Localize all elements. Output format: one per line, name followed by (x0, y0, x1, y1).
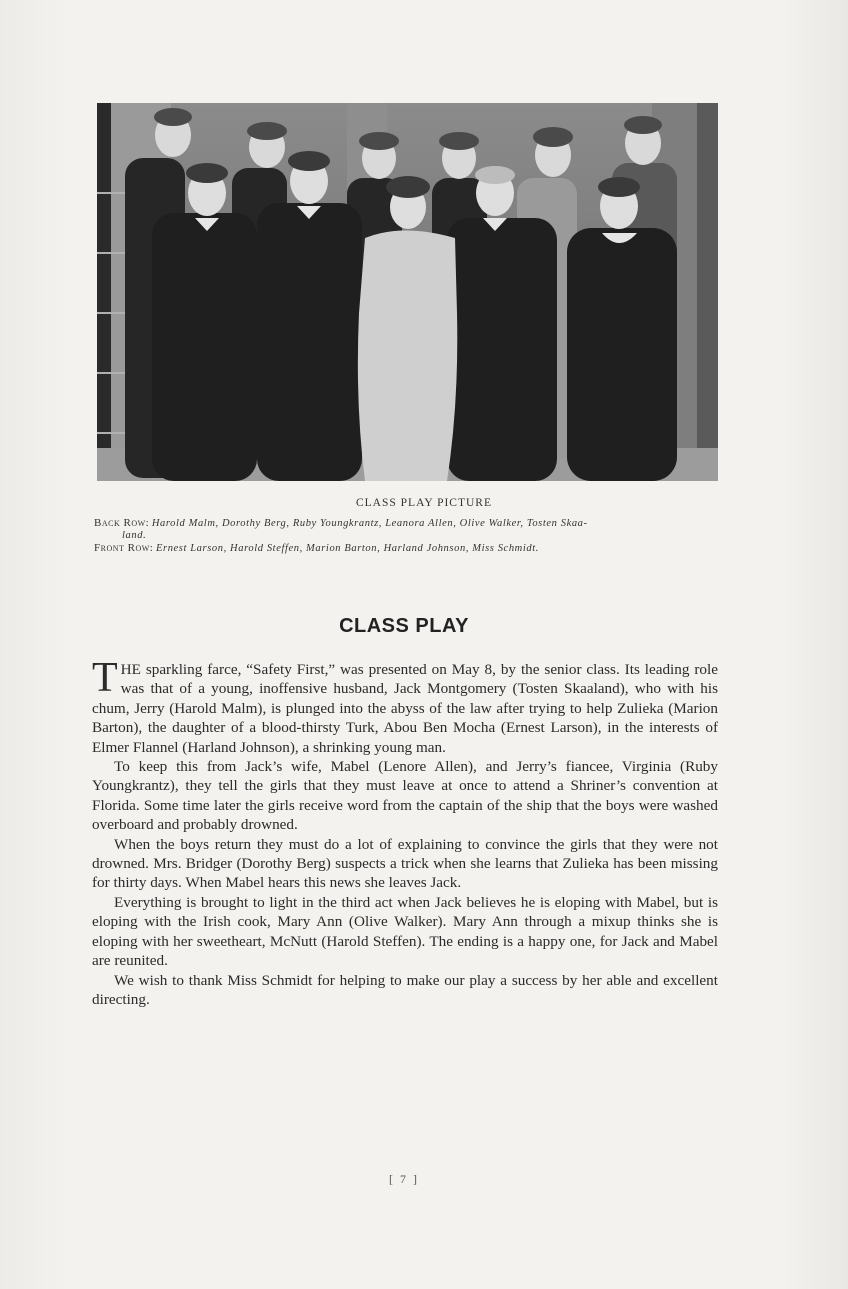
photo-caption-title: CLASS PLAY PICTURE (355, 497, 492, 509)
back-row-names-continued: land. (122, 530, 147, 541)
class-play-photo (97, 103, 718, 481)
front-row-names: Ernest Larson, Harold Steffen, Marion Barton, Harland Johnson, Miss Schmidt. (156, 543, 539, 554)
page-number: [ 7 ] (389, 1172, 419, 1186)
paragraph-2: To keep this from Jack’s wife, Mabel (Lenore Allen), and Jerry’s fiancee, Virginia (Ruby Youngkrantz), they tell the girls that they must leave at once to attend a Shriner’s convention at Florida. Some time later the girls receive word from the captain of the ship that the boys were washed overboard and probably drowned. (92, 758, 718, 834)
paragraph-1-text: HE sparkling farce, “Safety First,” was presented on May 8, by the senior class. Its leading role was that of a young, inoffensive husband, Jack Montgomery (Tosten Skaaland), who with his chum, Jerry (Harold Malm), is plunged into the abyss of the law after trying to help Zulieka (Marion Barton), the daughter of a blood-thirsty Turk, Abou Ben Mocha (Ernest Larson), in the interests of Elmer Flannel (Harland Johnson), a shrinking young man. (92, 661, 718, 756)
front-row-caption (94, 542, 754, 555)
back-row-label: Back Row: (94, 517, 150, 529)
drop-cap: T (92, 655, 118, 701)
paragraph-3: When the boys return they must do a lot of explaining to convince the girls that they were not drowned. Mrs. Bridger (Dorothy Berg) suspects a trick when she learns that Zulieka has been missing for thirty days. When Mabel hears this news she leaves Jack. (92, 835, 718, 892)
back-row-caption-continued (122, 529, 782, 542)
article-title: CLASS PLAY (339, 615, 469, 637)
front-row-label: Front Row: (94, 542, 154, 554)
back-row-names: Harold Malm, Dorothy Berg, Ruby Youngkrantz, Leanora Allen, Olive Walker, Tosten Skaa- (151, 518, 588, 529)
paragraph-5: We wish to thank Miss Schmidt for helping to make our play a success by her able and excellent directing. (92, 971, 718, 1008)
article-body (92, 655, 718, 1009)
paragraph-1 (92, 655, 718, 757)
group-photo-illustration (97, 103, 718, 481)
paragraph-4: Everything is brought to light in the third act when Jack believes he is eloping with Mabel, but is eloping with the Irish cook, Mary Ann (Olive Walker). Mary Ann through a mixup thinks she is eloping with her sweetheart, McNutt (Harold Steffen). The ending is a happy one, for Jack and Mabel are reunited. (92, 893, 718, 970)
